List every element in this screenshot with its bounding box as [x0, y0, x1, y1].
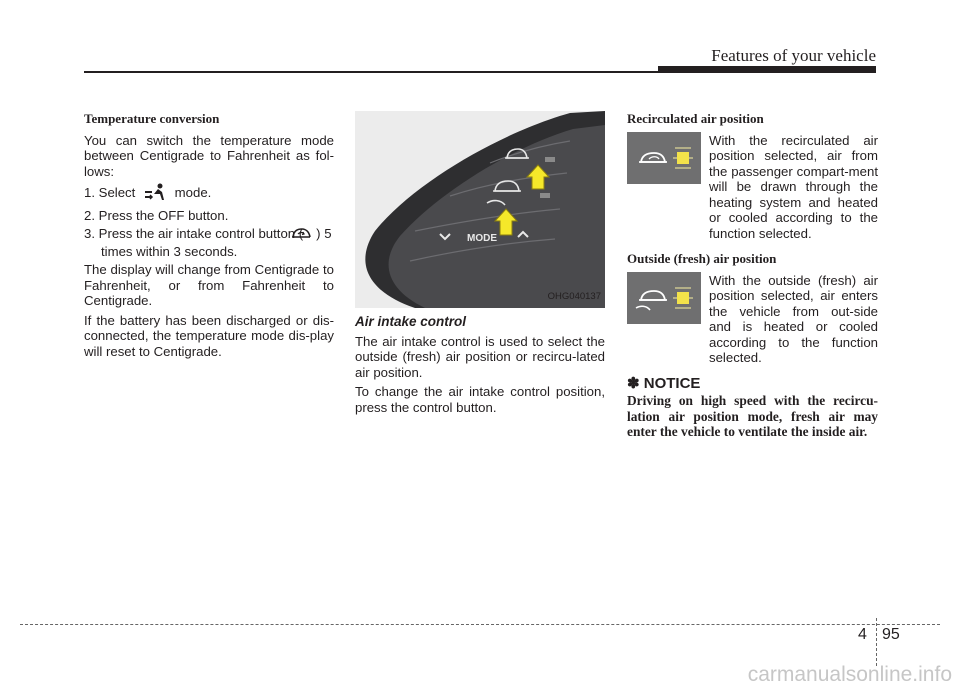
chapter-number: 4	[858, 626, 867, 643]
header-title: Features of your vehicle	[711, 46, 876, 65]
recirculated-text: With the recirculated air position selected, air from the passenger compart-ment will be drawn through the heating system and heated or cooled according to the function selected.	[709, 132, 878, 241]
recirculation-indicator-icon	[627, 132, 701, 184]
control-panel-figure	[355, 111, 605, 308]
step-1-suffix: mode.	[174, 185, 212, 201]
footer-rule	[20, 624, 940, 625]
intro-paragraph: You can switch the temperature mode between Centigrade to Fahrenheit as fol-lows:	[84, 132, 334, 179]
section-heading-air-intake: Air intake control	[355, 314, 467, 329]
step-1	[84, 183, 334, 205]
battery-paragraph: If the battery has been discharged or dis-connected, the temperature mode dis-play will reset to Centigrade.	[84, 312, 334, 359]
step-3	[84, 226, 334, 259]
recirculated-position-block	[627, 111, 878, 241]
notice-body: Driving on high speed with the recircu-lation air position mode, fresh air may enter the vehicle to ventilate the inside air.	[627, 393, 878, 440]
figure-code: OHG040137	[547, 290, 601, 302]
page-number: 95	[882, 626, 900, 643]
step-1-prefix: 1. Select	[84, 185, 136, 201]
step-3-a: 3. Press the air intake control button (	[84, 226, 304, 242]
section-heading-recirculated: Recirculated air position	[627, 111, 764, 126]
step-3-b: ) 5 times within 3 seconds.	[101, 226, 332, 259]
foot-vent-mode-icon	[143, 183, 167, 205]
fresh-text: With the outside (fresh) air position selected, air enters the vehicle from out-side and is heated or cooled according to the function selected.	[709, 272, 878, 365]
air-intake-paragraph-1: The air intake control is used to select the outside (fresh) air position or recircu-lated air position.	[355, 333, 605, 380]
step-2: 2. Press the OFF button.	[84, 207, 229, 223]
column-temperature-conversion	[84, 111, 334, 363]
header-rule-thin	[84, 71, 876, 73]
display-change-paragraph: The display will change from Centigrade to Fahrenheit, or from Fahrenheit to Centigrade.	[84, 262, 334, 308]
fresh-air-indicator-icon	[627, 272, 701, 324]
column-air-intake	[355, 111, 605, 419]
mode-button-label: MODE	[467, 233, 497, 244]
notice-title: ✽ NOTICE	[627, 374, 701, 392]
watermark: carmanualsonline.info	[747, 663, 952, 686]
footer-separator	[876, 618, 877, 666]
air-intake-paragraph-2: To change the air intake control position, press the control button.	[355, 384, 605, 415]
section-heading-fresh: Outside (fresh) air position	[627, 251, 777, 266]
fresh-position-block	[627, 251, 878, 366]
section-heading-temperature: Temperature conversion	[84, 111, 220, 126]
air-intake-icon	[307, 226, 312, 244]
column-positions	[627, 111, 878, 440]
